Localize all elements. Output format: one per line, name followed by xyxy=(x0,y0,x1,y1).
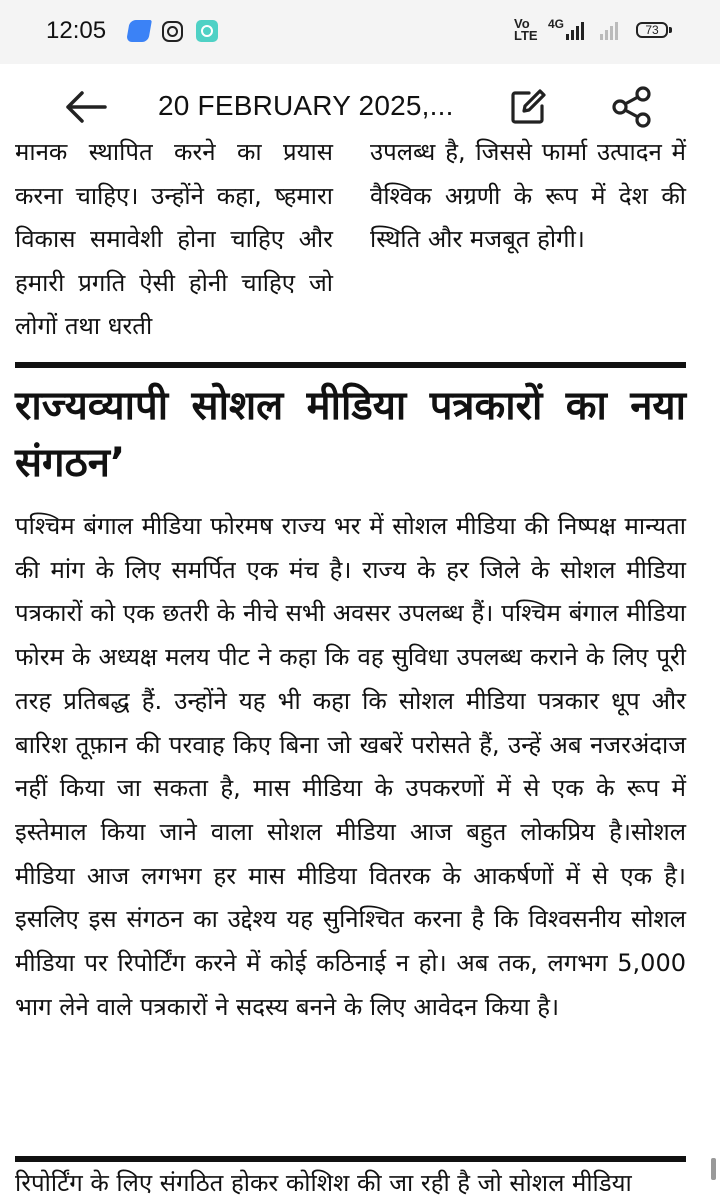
edit-button[interactable] xyxy=(503,82,553,132)
article-view[interactable] xyxy=(0,138,720,1197)
battery-tip-icon xyxy=(669,27,672,33)
page-title: 20 FEBRUARY 2025,... xyxy=(158,90,454,121)
edit-icon xyxy=(509,88,547,126)
scrollbar[interactable] xyxy=(711,1158,716,1180)
instagram-icon xyxy=(162,21,183,42)
next-story-fragment: रिपोर्टिंग के लिए संगठित होकर कोशिश की जा रही है जो सोशल मीडिया xyxy=(15,1169,632,1197)
status-bar xyxy=(0,0,720,64)
section-divider-bottom xyxy=(15,1156,686,1162)
share-icon xyxy=(611,86,653,128)
battery-indicator: 73 xyxy=(636,22,668,38)
article-headline: राज्यव्यापी सोशल मीडिया पत्रकारों का नया संगठन’ xyxy=(15,383,686,486)
left-column-text: मानक स्थापित करने का प्रयास करना चाहिए। उन्होंने कहा, ष्हमारा विकास समावेशी होना चाहिए और हमारी प्रगति ऐसी होनी चाहिए जो लोगों तथा धरती xyxy=(15,138,333,340)
article-body: पश्चिम बंगाल मीडिया फोरमष राज्य भर में सोशल मीडिया की निष्पक्ष मान्यता की मांग के लिए समर्पित एक मंच है। राज्य के हर जिले के सोशल मीडिया पत्रकारों को एक छतरी के नीचे सभी अवसर उपलब्ध हैं। पश्चिम बंगाल मीडिया फोरम के अध्यक्ष मलय पीट ने कहा कि वह सुविधा उपलब्ध कराने के लिए पूरी तरह प्रतिबद्ध हैं. उन्होंने यह भी कहा कि सोशल मीडिया पत्रकार धूप और बारिश तूफ़ान की परवाह किए बिना जो खबरें परोसते हैं, उन्हें अब नजरअंदाज नहीं किया जा सकता है, मास मीडिया के उपकरणों में से एक के रूप में इस्तेमाल किया जाने वाला सोशल मीडिया आज बहुत लोकप्रिय है।सोशल मीडिया आज लगभग हर मास मीडिया वितरक के आकर्षणों में से एक है। इसलिए इस संगठन का उद्देश्य यह सुनिश्चित करना है कि विश्वसनीय सोशल मीडिया पर रिपोर्टिंग करने में कोई कठिनाई न हो। अब तक, लगभग 5,000 भाग लेने वाले पत्रकारों ने सदस्य बनने के लिए आवेदन किया है। xyxy=(15,512,686,1021)
status-time: 12:05 xyxy=(46,17,107,44)
chat-bubble-icon xyxy=(126,20,152,42)
volte-indicator: Vo LTE xyxy=(514,16,538,43)
app-icon xyxy=(196,20,218,42)
signal-bars-secondary-icon xyxy=(600,22,618,40)
right-column-text: उपलब्ध है, जिससे फार्मा उत्पादन में वैश्विक अग्रणी के रूप में देश की स्थिति और मजबूत होगी। xyxy=(370,138,686,253)
network-type: 4G xyxy=(548,17,565,31)
share-button[interactable] xyxy=(607,82,657,132)
section-divider xyxy=(15,362,686,368)
signal-bars-icon xyxy=(566,22,584,40)
back-button[interactable] xyxy=(60,82,110,132)
arrow-left-icon xyxy=(63,89,107,125)
